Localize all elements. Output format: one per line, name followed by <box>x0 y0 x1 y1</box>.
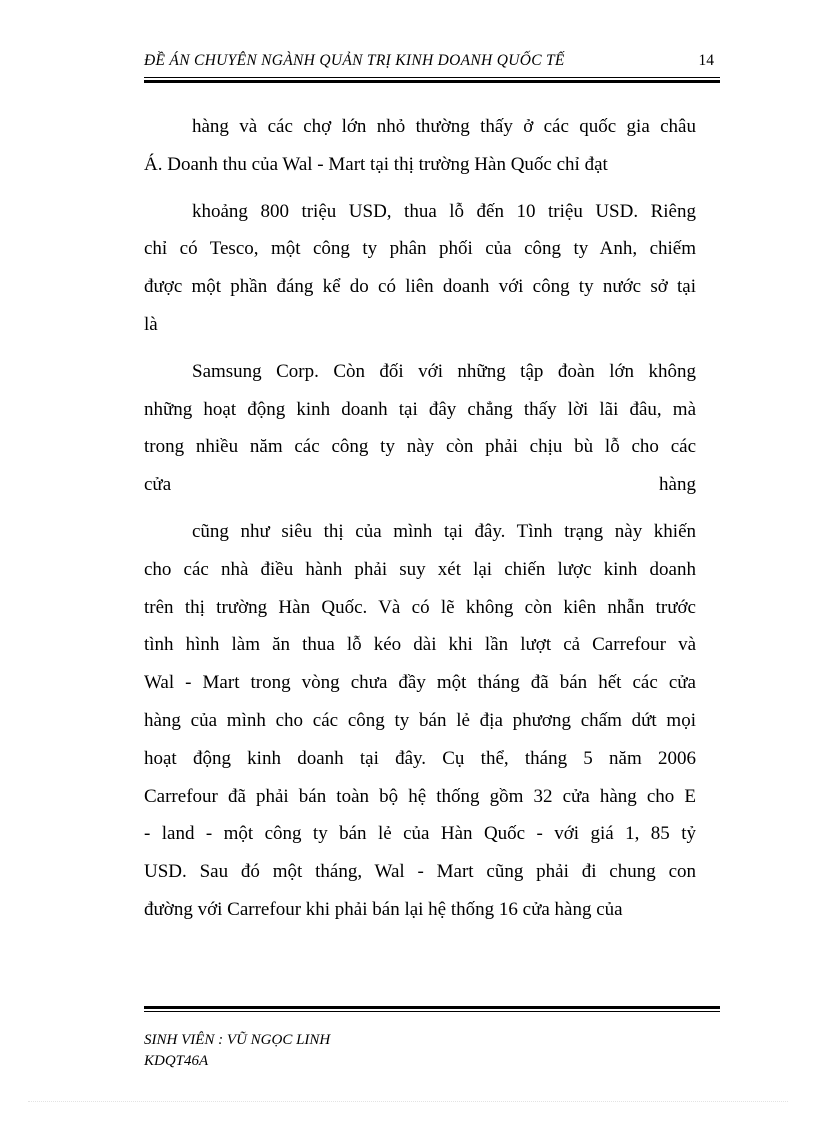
page-header <box>144 50 720 76</box>
class-code: KDQT46A <box>144 1053 209 1069</box>
text-line: hoạt động kinh doanh tại đây. Cụ thể, tháng 5 năm 2006 <box>144 747 696 769</box>
footer-rule-thick <box>144 1006 720 1009</box>
text-line: hàng và các chợ lớn nhỏ thường thấy ở các quốc gia châu <box>192 116 696 137</box>
footer-rule-thin <box>144 1011 720 1012</box>
page-footer <box>144 1030 330 1072</box>
text-line: Wal - Mart trong vòng chưa đầy một tháng đã bán hết các cửa <box>144 672 696 694</box>
text-line: được một phần đáng kể do có liên doanh với công ty nước sở tại <box>144 276 696 298</box>
body-text <box>144 108 696 929</box>
text-line: khoảng 800 triệu USD, thua lỗ đến 10 triệu USD. Riêng <box>192 200 696 222</box>
text-line: tình hình làm ăn thua lỗ kéo dài khi lần lượt cả Carrefour và <box>144 634 696 656</box>
text-line: Á. Doanh thu của Wal - Mart tại thị trường Hàn Quốc chỉ đạt <box>144 153 608 175</box>
page-bottom-border <box>28 1101 788 1102</box>
paragraph-gap <box>144 504 696 513</box>
text-line: - land - một công ty bán lẻ của Hàn Quốc - với giá 1, 85 tỷ <box>144 823 696 845</box>
text-line: trong nhiều năm các công ty này còn phải chịu bù lỗ cho các <box>144 436 696 458</box>
text-line: USD. Sau đó một tháng, Wal - Mart cũng phải đi chung con <box>144 861 696 883</box>
header-rule-thin <box>144 77 720 78</box>
text-line: là <box>144 313 158 335</box>
text-line: cũng như siêu thị của mình tại đây. Tình trạng này khiến <box>192 520 696 542</box>
text-line: trên thị trường Hàn Quốc. Và có lẽ không còn kiên nhẫn trước <box>144 596 696 618</box>
text-line: cho các nhà điều hành phải suy xét lại chiến lược kinh doanh <box>144 558 696 580</box>
paragraph-gap <box>144 184 696 193</box>
student-name: SINH VIÊN : VŨ NGỌC LINH <box>144 1032 331 1048</box>
document-title: ĐỀ ÁN CHUYÊN NGÀNH QUẢN TRỊ KINH DOANH QUỐC TẾ <box>144 52 565 69</box>
text-line: những hoạt động kinh doanh tại đây chẳng thấy lời lãi đâu, mà <box>144 398 696 420</box>
text-line: Samsung Corp. Còn đối với những tập đoàn lớn không <box>192 360 696 382</box>
page-number: 14 <box>698 52 714 69</box>
text-line: Carrefour đã phải bán toàn bộ hệ thống gồm 32 cửa hàng cho E <box>144 785 696 807</box>
header-rule-thick <box>144 80 720 83</box>
text-line: chỉ có Tesco, một công ty phân phối của công ty Anh, chiếm <box>144 238 696 260</box>
text-line: cửa hàng <box>144 474 696 496</box>
text-line: hàng của mình cho các công ty bán lẻ địa phương chấm dứt mọi <box>144 709 696 731</box>
text-line: đường với Carrefour khi phải bán lại hệ thống 16 cửa hàng của <box>144 898 623 920</box>
paragraph-gap <box>144 344 696 353</box>
